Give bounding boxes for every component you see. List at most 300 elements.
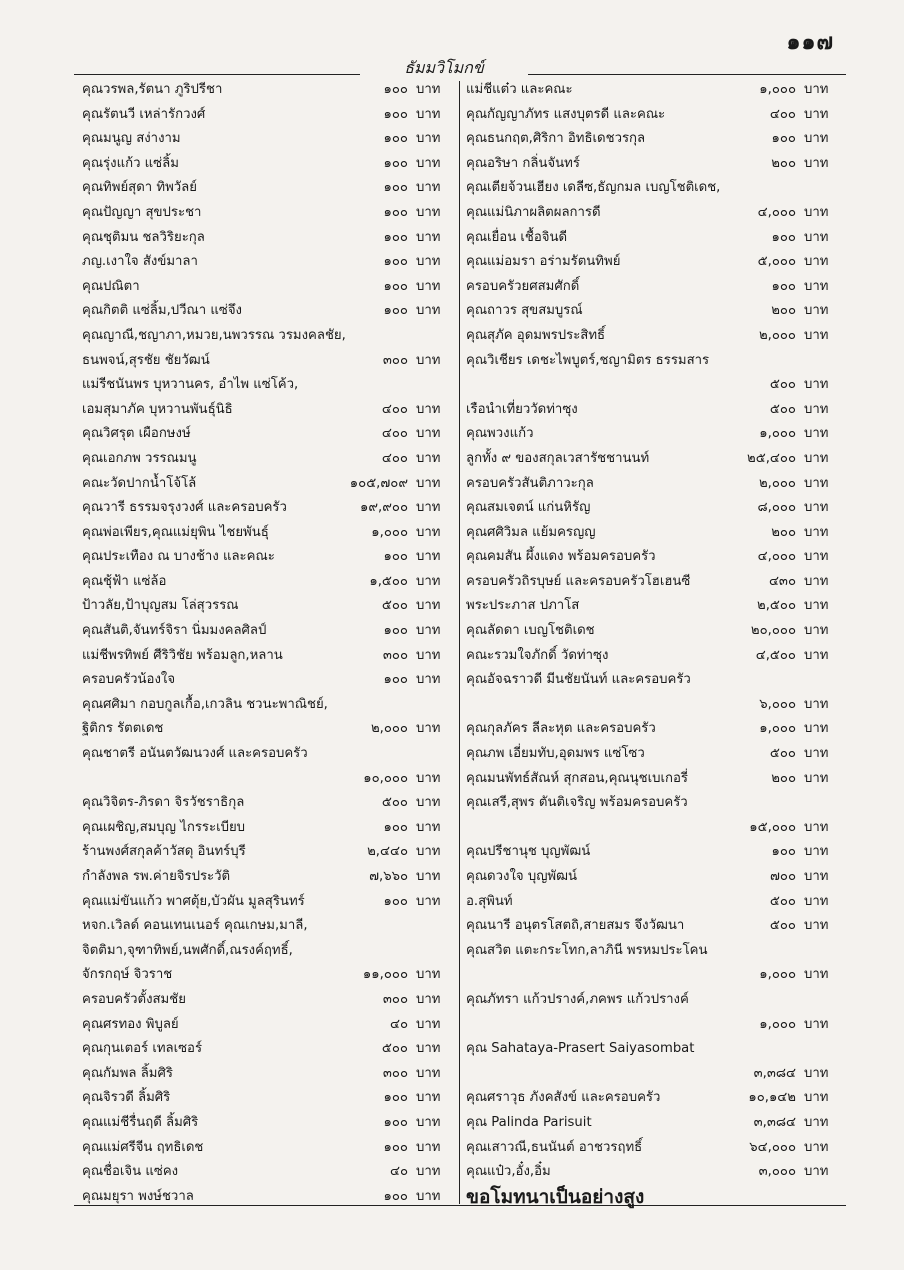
donor-name: แม่ชีพรทิพย์ ศีริวิชัย พร้อมลูก,หลาน: [82, 647, 283, 663]
donation-amount: ๑๐๐: [383, 1139, 408, 1155]
donor-name: คุณศราวุธ ภังคสังข์ และครอบครัว: [466, 1090, 661, 1106]
currency-unit: บาท: [804, 623, 829, 639]
donor-name: ภญ.เงาใจ สังข์มาลา: [82, 254, 198, 270]
currency-unit: บาท: [804, 401, 829, 417]
currency-unit: บาท: [416, 1090, 441, 1106]
donor-row: [82, 373, 452, 398]
currency-unit: บาท: [804, 696, 829, 712]
donation-amount: ๑๐๐: [383, 893, 408, 909]
donor-name: ครอบครัวถิรบุษย์ และครอบครัวโฮเฮนซี: [466, 573, 691, 589]
donation-amount: ๒,๕๐๐: [757, 598, 796, 614]
donor-name: คุณสวิต แตะกระโทก,ลาภินี พรหมประโคน: [466, 942, 708, 958]
donor-row: [82, 717, 452, 742]
donor-name: คุณวรพล,รัตนา ภูริปรีชา: [82, 82, 223, 97]
donation-amount: ๑๐๐: [383, 672, 408, 688]
donor-row: [82, 644, 452, 669]
donor-name: คุณสันติ,จันทร์จิรา นิ่มมงคลศิลป์: [82, 623, 267, 639]
currency-unit: บาท: [804, 229, 829, 245]
donor-row: [82, 767, 452, 792]
donor-row: [82, 103, 452, 128]
donor-name: จักรกฤษ์ จิวราช: [82, 967, 173, 983]
donation-amount: ๓,๓๘๔: [753, 1065, 796, 1081]
donor-name: ลูกทั้ง ๙ ของสกุลเวสารัชชานนท์: [466, 450, 650, 466]
donor-row: [82, 422, 452, 447]
donation-amount: ๑๐๐: [383, 1090, 408, 1106]
donor-name: คุณศศิมา กอบกูลเกื้อ,เกวลิน ชวนะพาณิชย์,: [82, 696, 328, 712]
donor-row: [82, 152, 452, 177]
donor-name: คุณชุติมน ชลวิริยะกุล: [82, 229, 205, 245]
donation-amount: ๗,๖๖๐: [369, 869, 408, 884]
donor-name: คุณ Palinda Parisuit: [466, 1114, 592, 1130]
donation-amount: ๓๐๐: [382, 352, 408, 368]
donation-amount: ๑๐,๑๔๒: [748, 1090, 796, 1106]
currency-unit: บาท: [804, 1016, 829, 1032]
donor-name: ครอบครัวสันติภาวะกุล: [466, 475, 594, 491]
closing-row: [466, 1185, 840, 1210]
currency-unit: บาท: [416, 549, 441, 565]
donor-row: [82, 570, 452, 595]
donor-row: [466, 619, 840, 644]
currency-unit: บาท: [804, 500, 829, 516]
donor-row: [466, 816, 840, 841]
donor-row: [466, 324, 840, 349]
donation-amount: ๑๐๐: [383, 254, 408, 270]
donor-name: คุณอัจฉราวดี มีนชัยนันท์ และครอบครัว: [466, 672, 691, 688]
donor-row: [466, 398, 840, 423]
donation-amount: ๔๐: [389, 1016, 408, 1032]
currency-unit: บาท: [804, 254, 829, 270]
donor-row: [466, 988, 840, 1013]
currency-unit: บาท: [804, 770, 829, 786]
donor-name: คุณลัดดา เบญโชติเดช: [466, 623, 595, 639]
currency-unit: บาท: [416, 623, 441, 639]
donation-amount: ๖๔,๐๐๐: [749, 1139, 796, 1155]
donor-name: คุณแม่ขันแก้ว พาศตุ้ย,บัวผัน มูลสุรินทร์: [82, 893, 305, 909]
donor-name: คุณดวงใจ บุญพัฒน์: [466, 869, 578, 884]
currency-unit: บาท: [416, 672, 441, 688]
donation-amount: ๑๐๐: [771, 844, 796, 860]
currency-unit: บาท: [416, 450, 441, 466]
donor-row: [82, 349, 452, 374]
currency-unit: บาท: [416, 106, 441, 122]
donor-row: [466, 890, 840, 915]
donor-row: [466, 103, 840, 128]
donor-name: คุณสุภัค อุดมพรประสิทธิ์: [466, 327, 606, 343]
donor-row: [82, 1160, 452, 1185]
donation-amount: ๕๐๐: [769, 893, 796, 909]
donor-name: ธนพจน์,สุรชัย ชัยวัฒน์: [82, 352, 210, 368]
donation-amount: ๓๐๐: [382, 647, 408, 663]
currency-unit: บาท: [416, 869, 441, 884]
donation-amount: ๔๐๐: [381, 426, 408, 442]
donor-name: คุณญาณี,ชญาภา,หมวย,นพวรรณ วรมงคลชัย,: [82, 327, 346, 343]
donation-amount: ๓๐๐: [382, 991, 408, 1007]
donor-name: คุณศรทอง พิบูลย์: [82, 1016, 179, 1032]
donor-row: [466, 373, 840, 398]
donor-row: [82, 890, 452, 915]
donor-row: [466, 693, 840, 718]
donor-name: คุณรุ่งแก้ว แซ่ลิ้ม: [82, 155, 179, 171]
donor-row: [82, 275, 452, 300]
donor-row: [82, 176, 452, 201]
currency-unit: บาท: [416, 82, 441, 97]
donation-amount: ๖,๐๐๐: [759, 696, 796, 712]
donor-name: คุณภัทรา แก้วปรางค์,ภคพร แก้วปรางค์: [466, 991, 689, 1007]
donor-name: เรือนำเที่ยววัดท่าซุง: [466, 401, 578, 417]
donation-amount: ๑,๐๐๐: [759, 967, 796, 983]
donor-name: คุณธนกฤต,ศิริกา อิทธิเดชวรกุล: [466, 131, 646, 147]
donor-row: [466, 1086, 840, 1111]
currency-unit: บาท: [416, 475, 441, 491]
donor-name: คุณคมสัน ผึ้งแดง พร้อมครอบครัว: [466, 549, 656, 565]
donor-row: [466, 668, 840, 693]
currency-unit: บาท: [416, 795, 441, 811]
left-column: [82, 78, 452, 1209]
donation-amount: ๔๐๐: [769, 106, 796, 122]
donor-name: คุณวารี ธรรมจรุงวงศ์ และครอบครัว: [82, 500, 287, 516]
currency-unit: บาท: [416, 967, 441, 983]
donation-amount: ๑๐๐: [383, 204, 408, 220]
donor-name: คุณศศิวิมล แย้มครญญ: [466, 524, 596, 540]
donation-amount: ๔๐๐: [381, 450, 408, 466]
donor-row: [466, 914, 840, 939]
donor-name: หจก.เวิลด์ คอนเทนเนอร์ คุณเกษม,มาลี,: [82, 918, 308, 934]
donor-name: ร้านพงศ์สกุลค้าวัสดุ อินทร์บุรี: [82, 844, 246, 860]
donor-row: [82, 1037, 452, 1062]
donor-name: ครอบครัวน้องใจ: [82, 672, 176, 688]
currency-unit: บาท: [804, 844, 829, 860]
donation-amount: ๒๐๐: [771, 770, 796, 786]
donor-row: [82, 78, 452, 103]
donor-name: คุณวิเชียร เดชะไพบูตร์,ชญามิตร ธรรมสาร: [466, 352, 710, 368]
currency-unit: บาท: [416, 204, 441, 220]
donor-row: [82, 250, 452, 275]
donor-name: อ.สุพินท์: [466, 893, 513, 909]
donor-row: [466, 422, 840, 447]
donation-amount: ๕๐๐: [769, 401, 796, 417]
donor-row: [466, 644, 840, 669]
currency-unit: บาท: [804, 573, 829, 589]
donor-row: [82, 226, 452, 251]
donor-name: คุณเผชิญ,สมบุญ ไกรระเบียบ: [82, 819, 246, 835]
donor-name: คุณปัญญา สุขประชา: [82, 204, 202, 220]
donor-name: คุณเอกภพ วรรณมนู: [82, 450, 197, 466]
donation-amount: ๒๐๐: [771, 524, 796, 540]
donor-row: [82, 963, 452, 988]
donation-amount: ๕,๐๐๐: [757, 254, 796, 270]
donation-amount: ๑๐๐: [383, 1114, 408, 1130]
currency-unit: บาท: [416, 1188, 441, 1204]
donor-name: คุณแม่ศรีจีน ฤทธิเดช: [82, 1139, 204, 1155]
page-number: ๑๑๗: [786, 30, 834, 55]
donor-row: [466, 1160, 840, 1185]
donor-row: [82, 201, 452, 226]
donor-name: คุณกุลภัคร ลีละหุต และครอบครัว: [466, 721, 656, 737]
donation-amount: ๑๐๐: [383, 131, 408, 147]
donation-amount: ๑๐๐: [383, 623, 408, 639]
currency-unit: บาท: [804, 1139, 829, 1155]
donation-amount: ๔๐๐: [381, 401, 408, 417]
donation-amount: ๒๐๐: [771, 155, 796, 171]
donor-row: [82, 1013, 452, 1038]
donor-name: คุณชุ้ฟ้า แซ่ล้อ: [82, 573, 167, 589]
donor-name: ฐิติกร รัตตเดช: [82, 721, 164, 737]
donor-row: [82, 594, 452, 619]
donor-row: [82, 1086, 452, 1111]
donor-name: คุณอริษา กลิ่นจันทร์: [466, 155, 580, 171]
donor-row: [82, 521, 452, 546]
donor-name: คุณเยื่อน เชื้อจินดี: [466, 229, 568, 245]
donation-amount: ๕๐๐: [381, 598, 408, 614]
currency-unit: บาท: [804, 327, 829, 343]
currency-unit: บาท: [416, 1041, 441, 1057]
donation-amount: ๑๐๐: [383, 229, 408, 245]
currency-unit: บาท: [416, 155, 441, 171]
donor-row: [466, 447, 840, 472]
donor-name: คณะรวมใจภักดิ์ วัดท่าซุง: [466, 647, 609, 663]
donor-name: แม่รีชนันพร บุหวานคร, อำไพ แซ่โค้ว,: [82, 377, 299, 393]
donation-amount: ๕๐๐: [381, 1041, 408, 1057]
donation-amount: ๑๑,๐๐๐: [362, 967, 408, 983]
currency-unit: บาท: [416, 426, 441, 442]
donation-amount: ๕๐๐: [381, 795, 408, 811]
currency-unit: บาท: [804, 918, 829, 934]
donation-amount: ๑๐๐: [771, 278, 796, 294]
donor-row: [82, 496, 452, 521]
currency-unit: บาท: [416, 131, 441, 147]
currency-unit: บาท: [416, 573, 441, 589]
donation-amount: ๒,๐๐๐: [758, 475, 796, 491]
donation-amount: ๑๐,๐๐๐: [363, 770, 408, 786]
donor-row: [466, 226, 840, 251]
currency-unit: บาท: [416, 278, 441, 294]
currency-unit: บาท: [416, 352, 441, 368]
donation-amount: ๑,๐๐๐: [759, 426, 796, 442]
donor-row: [82, 914, 452, 939]
currency-unit: บาท: [416, 401, 441, 417]
currency-unit: บาท: [804, 869, 829, 884]
currency-unit: บาท: [804, 131, 829, 147]
donor-name: คุณทิพย์สุดา ทิพวัลย์: [82, 180, 197, 196]
currency-unit: บาท: [804, 967, 829, 983]
donation-amount: ๑๐๐: [383, 549, 408, 565]
donor-name: คุณวิจิตร-ภิรดา จิรวัชราธิกุล: [82, 795, 245, 811]
donor-row: [82, 324, 452, 349]
donor-row: [82, 816, 452, 841]
donor-name: คุณเตียจ้วนเฮียง เดลีซ,ธัญกมล เบญโชติเดช,: [466, 180, 721, 196]
donor-name: คุณภพ เอี่ยมทับ,อุดมพร แซ่โซว: [466, 746, 645, 762]
donor-row: [82, 127, 452, 152]
donation-amount: ๑,๕๐๐: [369, 573, 408, 589]
donation-amount: ๒๐,๐๐๐: [750, 623, 796, 639]
currency-unit: บาท: [416, 1114, 441, 1130]
donation-amount: ๒,๐๐๐: [758, 327, 796, 343]
donation-amount: ๘,๐๐๐: [757, 500, 796, 516]
column-divider: [459, 74, 460, 1204]
donation-amount: ๑,๐๐๐: [371, 524, 408, 540]
donor-row: [466, 1037, 840, 1062]
currency-unit: บาท: [416, 229, 441, 245]
donor-row: [466, 521, 840, 546]
donor-row: [466, 791, 840, 816]
donation-amount: ๒,๐๐๐: [370, 721, 408, 737]
donor-row: [466, 1136, 840, 1161]
donor-name: คุณพ่อเพียร,คุณแม่ยุพิน ไชยพันธุ์: [82, 524, 269, 540]
currency-unit: บาท: [804, 204, 829, 220]
donor-name: คุณเสรี,สุพร ตันติเจริญ พร้อมครอบครัว: [466, 795, 688, 811]
currency-unit: บาท: [416, 770, 441, 786]
currency-unit: บาท: [416, 721, 441, 737]
donor-row: [466, 201, 840, 226]
donation-amount: ๑๐๕,๗๐๙: [349, 475, 408, 491]
donor-row: [466, 349, 840, 374]
currency-unit: บาท: [416, 524, 441, 540]
donor-name: คุณชาตรี อนันตวัฒนวงศ์ และครอบครัว: [82, 746, 308, 762]
right-column: [466, 78, 840, 1209]
donation-amount: ๑๐๐: [771, 131, 796, 147]
donor-name: คุณเสาวณี,ธนนันต์ อาชวรฤทธิ์: [466, 1139, 643, 1155]
currency-unit: บาท: [804, 893, 829, 909]
currency-unit: บาท: [804, 155, 829, 171]
donor-name: คุณกัญญาภัทร แสงบุตรดี และคณะ: [466, 106, 666, 122]
donor-name: คุณพวงแก้ว: [466, 426, 534, 442]
donor-name: คณะวัดปากน้ำโจ้โล้: [82, 475, 197, 491]
donor-row: [466, 865, 840, 890]
donor-row: [82, 619, 452, 644]
donation-amount: ๒,๔๔๐: [367, 844, 408, 860]
donor-row: [82, 1136, 452, 1161]
donor-row: [466, 1111, 840, 1136]
donor-row: [82, 939, 452, 964]
donor-row: [82, 1185, 452, 1210]
currency-unit: บาท: [804, 524, 829, 540]
donation-amount: ๔,๐๐๐: [757, 549, 796, 565]
donor-row: [466, 545, 840, 570]
currency-unit: บาท: [416, 819, 441, 835]
donor-name: คุณแม่อมรา อร่ามรัตนทิพย์: [466, 254, 621, 270]
currency-unit: บาท: [804, 303, 829, 319]
donor-name: ครอบครัวตั้งสมชัย: [82, 991, 186, 1007]
donor-row: [82, 447, 452, 472]
donation-amount: ๑๐๐: [383, 180, 408, 196]
currency-unit: บาท: [416, 180, 441, 196]
donor-name: เอมสุมาภัค บุหวานพันธุ์นิธิ: [82, 401, 233, 417]
currency-unit: บาท: [416, 303, 441, 319]
donor-row: [466, 250, 840, 275]
donor-row: [82, 865, 452, 890]
donor-row: [82, 668, 452, 693]
donation-amount: ๑๐๐: [383, 82, 408, 97]
donor-name: คุณถาวร สุขสมบูรณ์: [466, 303, 583, 319]
donor-row: [466, 594, 840, 619]
donor-name: คุณกัมพล ลิ้มศิริ: [82, 1065, 173, 1081]
donor-name: คุณชื่อเจิน แซ่คง: [82, 1164, 179, 1180]
donor-row: [466, 299, 840, 324]
donor-row: [466, 152, 840, 177]
donor-row: [466, 742, 840, 767]
donation-amount: ๒๕,๔๐๐: [747, 450, 796, 466]
currency-unit: บาท: [804, 278, 829, 294]
donor-row: [82, 472, 452, 497]
donor-name: คุณสมเจตน์ แก่นหิรัญ: [466, 500, 591, 516]
currency-unit: บาท: [804, 721, 829, 737]
donation-amount: ๑,๐๐๐: [759, 1016, 796, 1032]
donor-name: คุณนารี อนุตรโสตถิ,สายสมร จึงวัฒนา: [466, 918, 685, 934]
donation-amount: ๔,๕๐๐: [755, 647, 796, 663]
donor-name: คุณแป๋ว,อั๋ง,อิ๋ม: [466, 1164, 551, 1180]
currency-unit: บาท: [804, 426, 829, 442]
currency-unit: บาท: [416, 500, 441, 516]
donor-name: จิตติมา,จุฑาทิพย์,นพศักดิ์,ณรงค์ฤทธิ์,: [82, 942, 293, 958]
donor-row: [82, 398, 452, 423]
donor-name: พระประภาส ปภาโส: [466, 598, 580, 614]
donor-row: [466, 275, 840, 300]
donation-amount: ๑๕,๐๐๐: [749, 819, 796, 835]
donation-amount: ๑๐๐: [383, 155, 408, 171]
currency-unit: บาท: [416, 893, 441, 909]
donation-amount: ๗๐๐: [769, 869, 796, 884]
donation-amount: ๔๓๐: [768, 573, 796, 589]
currency-unit: บาท: [416, 1065, 441, 1081]
donor-name: คุณวิศรุต เผือกษงษ์: [82, 426, 191, 442]
donation-amount: ๓,๐๐๐: [758, 1164, 796, 1180]
donor-name: คุณรัตนวี เหล่ารักวงศ์: [82, 106, 206, 122]
currency-unit: บาท: [804, 746, 829, 762]
donor-row: [82, 693, 452, 718]
donor-name: คุณมนูญ สง่างาม: [82, 131, 181, 147]
currency-unit: บาท: [416, 844, 441, 860]
donor-row: [466, 717, 840, 742]
donation-amount: ๑๐๐: [383, 106, 408, 122]
donor-name: คุณมนพัทธ์สัณห์ สุกสอน,คุณนุชเบเกอรี่: [466, 770, 688, 786]
currency-unit: บาท: [804, 1114, 829, 1130]
currency-unit: บาท: [416, 1139, 441, 1155]
donation-amount: ๕๐๐: [769, 918, 796, 934]
donor-name: คุณกิตติ แซ่ลิ้ม,ปวีณา แซ่จึง: [82, 303, 243, 319]
currency-unit: บาท: [804, 475, 829, 491]
donor-row: [466, 939, 840, 964]
currency-unit: บาท: [416, 1164, 441, 1180]
currency-unit: บาท: [804, 647, 829, 663]
donor-row: [466, 963, 840, 988]
donation-amount: ๑๙,๙๐๐: [360, 500, 408, 516]
donor-name: คุณ Sahataya-Prasert Saiyasombat: [466, 1041, 695, 1057]
donation-amount: ๒๐๐: [771, 303, 796, 319]
donor-row: [466, 767, 840, 792]
donor-row: [82, 742, 452, 767]
currency-unit: บาท: [804, 82, 829, 97]
donation-amount: ๑๐๐: [383, 303, 408, 319]
currency-unit: บาท: [804, 450, 829, 466]
donor-name: แม่ชีแต๋ว และคณะ: [466, 82, 573, 97]
currency-unit: บาท: [416, 647, 441, 663]
donor-row: [466, 1062, 840, 1087]
currency-unit: บาท: [804, 106, 829, 122]
donor-row: [466, 496, 840, 521]
donation-amount: ๑,๐๐๐: [759, 82, 796, 97]
donor-name: คุณปรีชานุช บุญพัฒน์: [466, 844, 591, 860]
donor-name: คุณประเทือง ณ บางช้าง และคณะ: [82, 549, 275, 565]
donor-row: [466, 127, 840, 152]
donation-amount: ๑๐๐: [383, 819, 408, 835]
donor-row: [466, 570, 840, 595]
currency-unit: บาท: [804, 1164, 829, 1180]
donor-name: ครอบครัวยศสมศักดิ์: [466, 278, 580, 294]
donation-amount: ๓๐๐: [382, 1065, 408, 1081]
donor-row: [466, 176, 840, 201]
donor-name: คุณจิรวดี ลิ้มศิริ: [82, 1090, 171, 1106]
currency-unit: บาท: [416, 598, 441, 614]
